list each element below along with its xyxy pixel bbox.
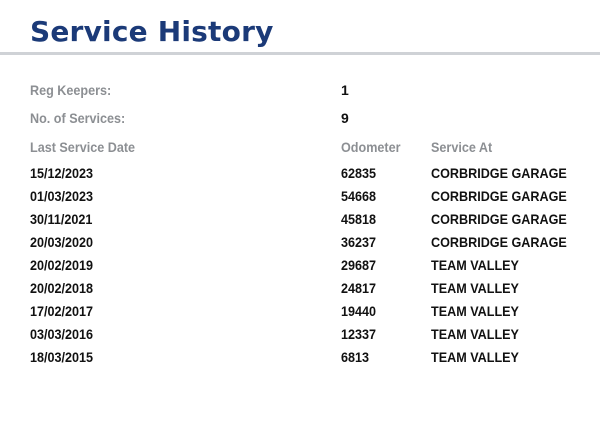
table-row <box>0 256 600 279</box>
service-date-cell: 20/02/2019 <box>30 257 94 273</box>
service-at-cell: CORBRIDGE GARAGE <box>431 234 567 250</box>
service-date-cell: 01/03/2023 <box>30 188 94 204</box>
service-at-cell: CORBRIDGE GARAGE <box>431 211 567 227</box>
title-divider <box>0 52 600 55</box>
header-last-service-date: Last Service Date <box>30 139 136 155</box>
odometer-cell: 19440 <box>341 303 377 319</box>
odometer-cell: 62835 <box>341 165 377 181</box>
service-at-cell: TEAM VALLEY <box>431 326 519 342</box>
service-date-cell: 20/03/2020 <box>30 234 94 250</box>
service-date-cell: 15/12/2023 <box>30 165 94 181</box>
services-count-value: 9 <box>341 110 349 126</box>
table-row <box>0 164 600 187</box>
table-row <box>0 348 600 371</box>
service-date-cell: 30/11/2021 <box>30 211 93 227</box>
odometer-cell: 54668 <box>341 188 377 204</box>
service-at-cell: TEAM VALLEY <box>431 280 519 296</box>
table-row <box>0 279 600 302</box>
odometer-cell: 12337 <box>341 326 377 342</box>
header-odometer: Odometer <box>341 139 401 155</box>
table-row <box>0 187 600 210</box>
table-row <box>0 302 600 325</box>
odometer-cell: 29687 <box>341 257 377 273</box>
odometer-cell: 45818 <box>341 211 377 227</box>
service-date-cell: 18/03/2015 <box>30 349 94 365</box>
table-body <box>0 164 600 371</box>
service-at-cell: TEAM VALLEY <box>431 349 519 365</box>
service-date-cell: 20/02/2018 <box>30 280 94 296</box>
header-service-at: Service At <box>431 139 493 155</box>
service-date-cell: 03/03/2016 <box>30 326 94 342</box>
service-at-cell: CORBRIDGE GARAGE <box>431 188 567 204</box>
service-at-cell: CORBRIDGE GARAGE <box>431 165 567 181</box>
odometer-cell: 36237 <box>341 234 377 250</box>
service-at-cell: TEAM VALLEY <box>431 257 519 273</box>
table-row <box>0 210 600 233</box>
reg-keepers-value: 1 <box>341 82 349 98</box>
table-row <box>0 325 600 348</box>
services-count-label: No. of Services: <box>30 110 126 126</box>
service-at-cell: TEAM VALLEY <box>431 303 519 319</box>
reg-keepers-label: Reg Keepers: <box>30 82 112 98</box>
odometer-cell: 6813 <box>341 349 370 365</box>
table-row <box>0 233 600 256</box>
service-date-cell: 17/02/2017 <box>30 303 94 319</box>
odometer-cell: 24817 <box>341 280 377 296</box>
page-title: Service History <box>30 15 274 48</box>
